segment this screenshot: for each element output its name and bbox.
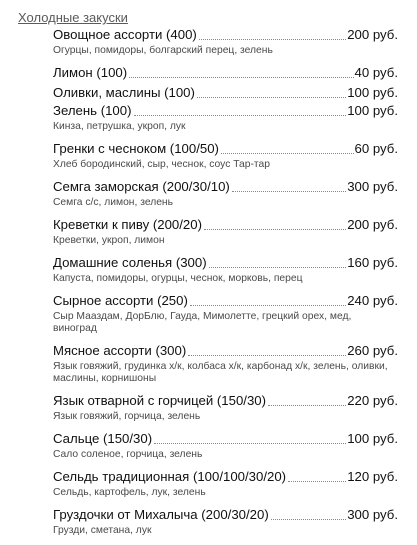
menu-list — [53, 27, 398, 545]
menu-item — [53, 179, 398, 209]
menu-item-row — [53, 85, 398, 101]
menu-item-description: Сельдь, картофель, лук, зелень — [53, 487, 206, 498]
menu-item-price: 260 руб. — [347, 343, 398, 358]
menu-item-description: Креветки, укроп, лимон — [53, 235, 165, 246]
menu-item — [53, 293, 398, 335]
menu-item — [53, 469, 398, 499]
menu-item-price: 240 руб. — [347, 293, 398, 308]
menu-item-name: Сельдь традиционная (100/100/30/20) — [53, 469, 287, 484]
dot-leader — [268, 405, 346, 406]
menu-item-price: 160 руб. — [347, 255, 398, 270]
menu-item-name: Овощное ассорти (400) — [53, 27, 197, 42]
dot-leader — [199, 39, 346, 40]
menu-item — [53, 217, 398, 247]
menu-item — [53, 507, 398, 537]
menu-item-row — [53, 431, 398, 447]
menu-item-row — [53, 469, 398, 485]
menu-item-name: Лимон (100) — [53, 65, 128, 80]
menu-item-price: 40 руб. — [354, 65, 398, 80]
menu-item-row — [53, 65, 398, 81]
menu-item-name: Оливки, маслины (100) — [53, 85, 195, 100]
dot-leader — [129, 77, 353, 78]
menu-item-description: Хлеб бородинский, сыр, чеснок, соус Тар-тар — [53, 159, 270, 170]
menu-item-name: Груздочки от Михалыча (200/30/20) — [53, 507, 269, 522]
menu-item-name: Сырное ассорти (250) — [53, 293, 188, 308]
menu-item-description: Капуста, помидоры, огурцы, чеснок, морковь, перец — [53, 273, 303, 284]
menu-item-name: Семга заморская (200/30/10) — [53, 179, 230, 194]
menu-item-price: 120 руб. — [347, 469, 398, 484]
menu-item — [53, 65, 398, 81]
menu-item-row — [53, 343, 398, 359]
dot-leader — [204, 229, 346, 230]
menu-item — [53, 343, 398, 385]
menu-item-row — [53, 27, 398, 43]
menu-item — [53, 141, 398, 171]
menu-item-description: Семга с/с, лимон, зелень — [53, 197, 173, 208]
menu-item-row — [53, 141, 398, 157]
dot-leader — [154, 443, 346, 444]
dot-leader — [134, 115, 347, 116]
menu-item-row — [53, 179, 398, 195]
menu-item — [53, 255, 398, 285]
dot-leader — [190, 305, 346, 306]
menu-item-name: Мясное ассорти (300) — [53, 343, 187, 358]
menu-item — [53, 27, 398, 57]
dot-leader — [197, 97, 346, 98]
menu-item-price: 300 руб. — [347, 179, 398, 194]
menu-item-name: Язык отварной с горчицей (150/30) — [53, 393, 267, 408]
menu-item — [53, 103, 398, 133]
menu-item-name: Креветки к пиву (200/20) — [53, 217, 202, 232]
menu-item-name: Домашние соленья (300) — [53, 255, 207, 270]
menu-item-row — [53, 103, 398, 119]
menu-item-name: Гренки с чесноком (100/50) — [53, 141, 219, 156]
menu-item-description: Грузди, сметана, лук — [53, 525, 152, 536]
menu-item-price: 100 руб. — [347, 431, 398, 446]
menu-item-description: Сыр Мааздам, ДорБлю, Гауда, Мимолетте, грецкий орех, мед, виноград — [53, 311, 352, 334]
menu-item-row — [53, 293, 398, 309]
menu-item-price: 300 руб. — [347, 507, 398, 522]
section-title: Холодные закуски — [18, 10, 128, 25]
menu-item-description: Язык говяжий, горчица, зелень — [53, 411, 201, 422]
dot-leader — [209, 267, 347, 268]
menu-item-name: Сальце (150/30) — [53, 431, 153, 446]
dot-leader — [188, 355, 346, 356]
menu-item — [53, 85, 398, 101]
dot-leader — [288, 481, 346, 482]
menu-item-price: 100 руб. — [347, 85, 398, 100]
menu-item-row — [53, 393, 398, 409]
menu-item-price: 200 руб. — [347, 27, 398, 42]
dot-leader — [232, 191, 346, 192]
dot-leader — [271, 519, 346, 520]
menu-item-description: Сало соленое, горчица, зелень — [53, 449, 203, 460]
menu-item-row — [53, 255, 398, 271]
menu-item-description: Огурцы, помидоры, болгарский перец, зелень — [53, 45, 273, 56]
menu-item-price: 200 руб. — [347, 217, 398, 232]
dot-leader — [221, 153, 354, 154]
menu-item-description: Язык говяжий, грудинка х/к, колбаса х/к, карбонад х/к, зелень, оливки, маслины, корнишоны — [53, 361, 388, 384]
menu-item-description: Кинза, петрушка, укроп, лук — [53, 121, 186, 132]
menu-item — [53, 431, 398, 461]
menu-item-name: Зелень (100) — [53, 103, 132, 118]
menu-item-row — [53, 217, 398, 233]
menu-item-price: 60 руб. — [354, 141, 398, 156]
menu-item — [53, 393, 398, 423]
menu-item-price: 220 руб. — [347, 393, 398, 408]
menu-item-price: 100 руб. — [347, 103, 398, 118]
